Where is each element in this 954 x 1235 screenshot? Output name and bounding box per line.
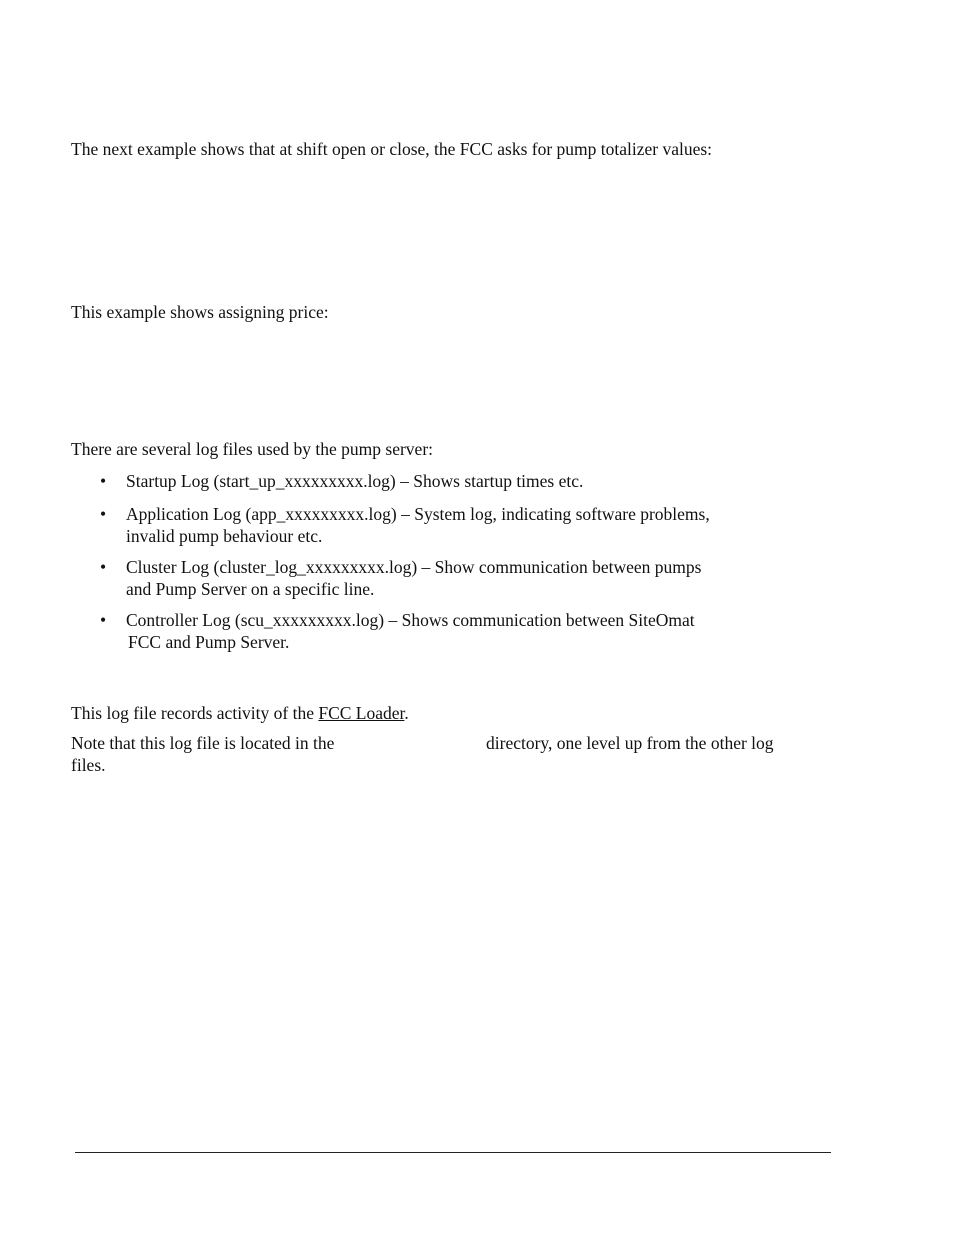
loader-paragraph [71, 703, 409, 724]
bullet-icon: • [100, 504, 107, 524]
list-item-text [126, 471, 780, 493]
list-item-line: FCC and Pump Server. [128, 631, 290, 652]
list-item-text [126, 504, 780, 547]
list-item-text [126, 610, 780, 653]
fcc-loader-link[interactable]: FCC Loader [318, 703, 405, 723]
list-item-line: and Pump Server on a specific line. [126, 578, 375, 599]
list-item-startup-log [100, 471, 780, 493]
list-item-line: Application Log (app_xxxxxxxxx.log) – System log, indicating software problems, [126, 504, 710, 524]
note-text-prefix: Note that this log file is located in the [71, 733, 335, 753]
list-item-line: invalid pump behaviour etc. [126, 525, 323, 546]
list-item-text [126, 557, 780, 600]
price-intro-paragraph: This example shows assigning price: [71, 302, 329, 322]
bullet-icon: • [100, 610, 107, 630]
note-text-suffix: directory, one level up from the other log [486, 733, 774, 753]
list-item-line: Controller Log (scu_xxxxxxxxx.log) – Shows communication between SiteOmat [126, 610, 695, 630]
list-item-line: Startup Log (start_up_xxxxxxxxx.log) – Shows startup times etc. [126, 471, 584, 491]
loader-text-suffix: . [404, 703, 409, 723]
loader-text-prefix: This log file records activity of the [71, 703, 319, 723]
list-item-application-log [100, 504, 780, 548]
list-item-controller-log [100, 610, 780, 654]
bullet-icon: • [100, 471, 107, 491]
note-text-line2: files. [71, 755, 106, 775]
logs-intro-paragraph: There are several log files used by the pump server: [71, 439, 434, 459]
list-item-line: Cluster Log (cluster_log_xxxxxxxxx.log) – Show communication between pumps [126, 557, 702, 577]
footer-divider [75, 1152, 831, 1153]
bullet-icon: • [100, 557, 107, 577]
totalizer-intro-paragraph: The next example shows that at shift open or close, the FCC asks for pump totalizer values: [71, 139, 713, 159]
list-item-cluster-log [100, 557, 780, 601]
